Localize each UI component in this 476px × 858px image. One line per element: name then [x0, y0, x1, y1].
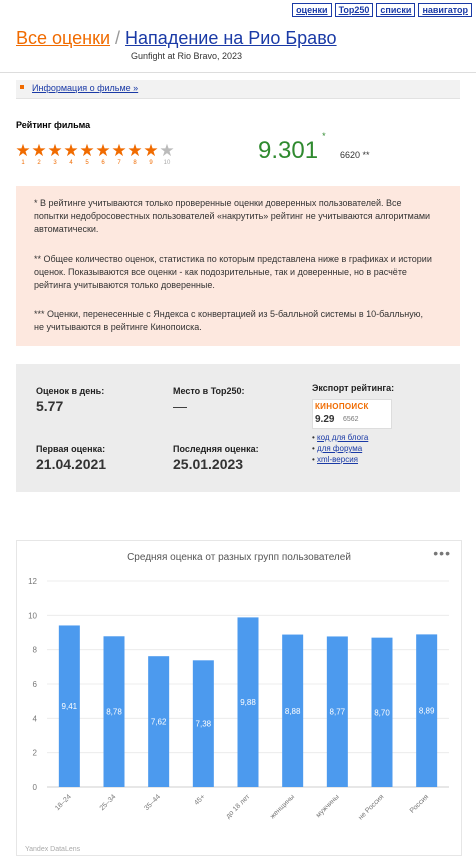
x-tick-label: 18–24 [54, 793, 73, 813]
y-tick-label: 12 [28, 577, 37, 586]
data-label: 8,77 [329, 707, 346, 717]
note-1: * В рейтинге учитываются только проверенные оценки доверенных пользователей. Все попытки недобросовестных пользователей «накрутить» рейтинг не учитываются алгоритмами автоматически. [34, 198, 431, 234]
rating-value-mark: * [322, 131, 326, 141]
rating-title: Рейтинг фильма [16, 120, 91, 130]
star-number: 10 [163, 160, 171, 166]
top250-value: — [173, 398, 187, 414]
bullet-icon [20, 85, 24, 89]
export-label: Экспорт рейтинга: [312, 383, 395, 393]
first-vote-label: Первая оценка: [36, 444, 106, 454]
y-tick-label: 8 [32, 645, 37, 655]
star-icon[interactable]: ★ [15, 141, 31, 160]
data-label: 7,62 [150, 717, 167, 727]
last-vote-value: 25.01.2023 [173, 456, 244, 472]
data-label: 9,88 [240, 698, 256, 708]
nav-navigator[interactable]: навигатор [418, 3, 472, 17]
rating-score [258, 131, 326, 165]
widget-votes: 6562 [343, 416, 359, 423]
breadcrumb-separator: / [115, 28, 121, 48]
y-tick-label: 6 [32, 680, 37, 689]
x-tick-label: до 18 лет [224, 793, 252, 821]
star-icon[interactable]: ★ [47, 141, 63, 160]
nav-ratings[interactable]: оценки [292, 3, 332, 17]
x-tick-label: 45+ [193, 793, 207, 807]
note-3: *** Оценки, перенесенные с Яндекса с конвертацией из 5-балльной системы в 10-балльную, не учитываются в рейтинге Кинопоиска. [34, 309, 423, 332]
y-tick-label: 2 [32, 748, 37, 758]
star-number: 2 [37, 160, 41, 166]
original-title: Gunfight at Rio Bravo, 2023 [131, 51, 243, 61]
star-icon[interactable]: ★ [111, 141, 127, 160]
data-label: 8,78 [106, 707, 122, 717]
export-link-row: • для форума [312, 444, 363, 453]
star-icon[interactable]: ★ [143, 141, 159, 160]
widget-score: 9.29 [315, 414, 335, 425]
votes-count: 6620 [340, 150, 361, 160]
star-number: 9 [149, 160, 153, 166]
x-tick-label: Россия [408, 793, 431, 815]
rating-value: 9.301 [258, 137, 319, 164]
export-links [312, 432, 368, 465]
data-label: 8,70 [374, 708, 390, 718]
star-icon[interactable]: ★ [79, 141, 95, 160]
first-vote-value: 21.04.2021 [36, 456, 107, 472]
x-tick-label: 25–34 [98, 793, 118, 813]
forum-link[interactable]: для форума [317, 444, 363, 453]
export-link-row: • xml-версия [312, 455, 358, 464]
rating-votes [340, 150, 370, 160]
y-tick-label: 4 [32, 714, 37, 724]
y-tick-label: 0 [32, 783, 37, 792]
film-info-link[interactable]: Информация о фильме » [32, 83, 139, 93]
xml-link[interactable]: xml-версия [317, 455, 358, 464]
nav-top250[interactable]: Top250 [335, 3, 374, 17]
kinopoisk-logo: КИНОПОИСК [315, 402, 369, 411]
rating-notes [16, 186, 460, 346]
data-label: 7,38 [195, 719, 212, 729]
chart-card [16, 540, 462, 856]
star-number: 3 [53, 160, 57, 166]
star-icon[interactable]: ★ [159, 141, 175, 160]
info-bar [16, 80, 460, 99]
per-day-label: Оценок в день: [36, 386, 105, 396]
note-2: ** Общее количество оценок, статистика по которым представлена ниже в графиках и истории оценок. Показываются все оценки - как подозрительные, так и доверенные, но в расчёте рейтинга учитываются только доверенные. [34, 254, 432, 290]
bar-chart [17, 571, 461, 841]
star-icon[interactable]: ★ [63, 141, 79, 160]
votes-mark: ** [362, 150, 370, 160]
x-tick-label: женщины [269, 793, 297, 821]
data-label: 8,89 [418, 706, 435, 716]
star-number: 1 [21, 160, 25, 166]
stats-panel [16, 364, 460, 492]
film-title-link[interactable]: Нападение на Рио Браво [125, 28, 337, 48]
breadcrumb [16, 28, 337, 49]
star-number: 5 [85, 160, 89, 166]
star-number: 6 [101, 160, 105, 166]
top250-label: Место в Top250: [173, 386, 245, 396]
export-link-row: • код для блога [312, 433, 369, 442]
star-number: 4 [69, 160, 73, 166]
x-tick-label: не Россия [357, 793, 386, 822]
star-number: 8 [133, 160, 137, 166]
x-tick-label: мужчины [314, 793, 341, 820]
rating-stars [15, 142, 175, 160]
chart-title: Средняя оценка от разных групп пользователей [127, 552, 351, 563]
last-vote-label: Последняя оценка: [173, 444, 259, 454]
nav-lists[interactable]: списки [376, 3, 415, 17]
more-icon[interactable]: ••• [433, 545, 451, 561]
blog-code-link[interactable]: код для блога [317, 433, 369, 442]
header-divider [0, 72, 476, 73]
y-tick-label: 10 [28, 611, 37, 621]
data-label: 8,88 [284, 706, 301, 716]
star-icon[interactable]: ★ [95, 141, 111, 160]
breadcrumb-home-link[interactable]: Все оценки [16, 28, 111, 48]
kinopoisk-widget[interactable] [312, 399, 392, 429]
rating-star-numbers [15, 160, 175, 166]
datalens-watermark: Yandex DataLens [25, 846, 81, 853]
star-icon[interactable]: ★ [31, 141, 47, 160]
x-tick-label: 35–44 [143, 793, 163, 813]
star-number: 7 [117, 160, 121, 166]
star-icon[interactable]: ★ [127, 141, 143, 160]
data-label: 9,41 [61, 702, 78, 712]
top-nav [292, 3, 472, 17]
per-day-value: 5.77 [36, 398, 64, 414]
